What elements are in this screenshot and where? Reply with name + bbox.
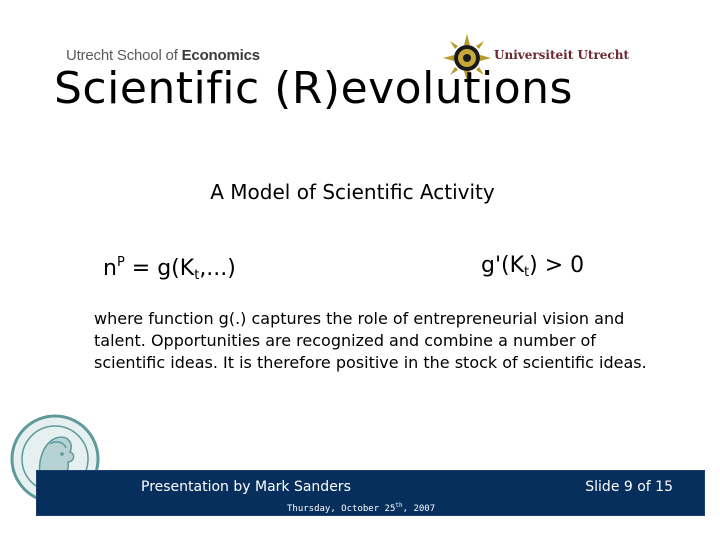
equation-derivative-condition: $g'(K_t) > 0$ [481,253,585,280]
school-name-prefix: Utrecht School of [66,47,182,64]
slide-title: Scientific (R)evolutions [54,63,573,114]
footer-slide-number: Slide 9 of 15 [585,479,673,495]
school-logo [66,47,260,64]
footer-presenter: Presentation by Mark Sanders [141,479,351,495]
slide-body-text: where function g(.) captures the role of entrepreneurial vision and talent. Opportunities are recognized and combine a number of scientific ideas. It is therefore positive in the stock of scientific ideas. [94,309,647,372]
footer-bar [36,470,705,516]
equation-production-function: $n^P = g(K_t,...)$ [103,255,236,283]
university-name: Universiteit Utrecht [494,48,629,62]
slide-subtitle: A Model of Scientific Activity [210,180,495,204]
footer-date: Thursday, October 25th, 2007 [287,502,436,514]
school-name-bold: Economics [181,47,260,64]
